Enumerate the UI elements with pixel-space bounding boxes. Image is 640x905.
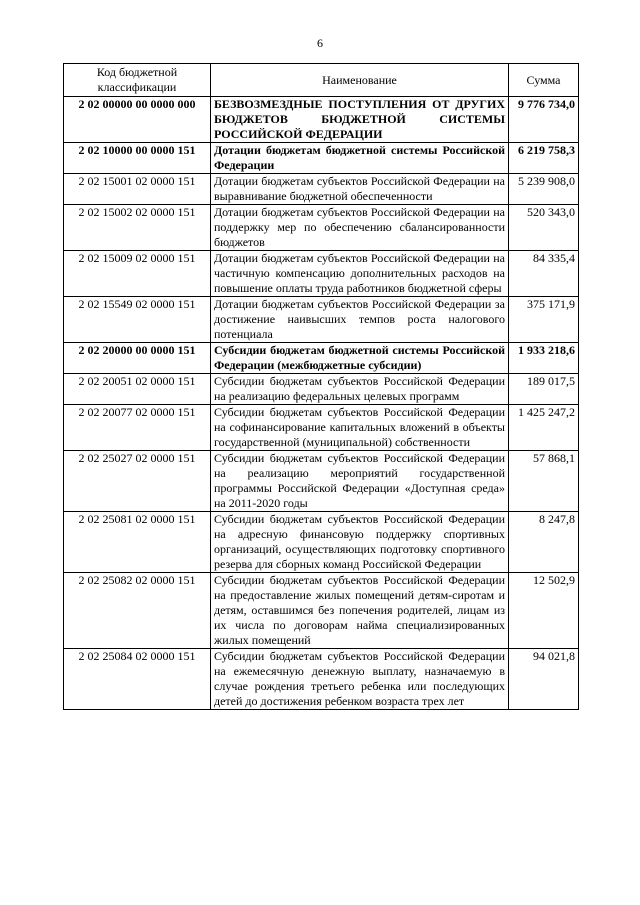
table-row bbox=[64, 451, 579, 512]
row-sum: 8 247,8 bbox=[509, 512, 579, 573]
table-row bbox=[64, 343, 579, 374]
row-name: Субсидии бюджетам субъектов Российской Федерации на адресную финансовую поддержку спортивных организаций, осуществляющих подготовку спортивного резерва для сборных команд Российской Федерации bbox=[211, 512, 509, 573]
table-row bbox=[64, 143, 579, 174]
row-name: Дотации бюджетам субъектов Российской Федерации на частичную компенсацию дополнительных расходов на повышение оплаты труда работников бюджетной сферы bbox=[211, 251, 509, 297]
table-row bbox=[64, 573, 579, 649]
row-code: 2 02 15549 02 0000 151 bbox=[64, 297, 211, 343]
table-row bbox=[64, 251, 579, 297]
row-code: 2 02 15002 02 0000 151 bbox=[64, 205, 211, 251]
row-code: 2 02 15001 02 0000 151 bbox=[64, 174, 211, 205]
row-sum: 12 502,9 bbox=[509, 573, 579, 649]
row-sum: 189 017,5 bbox=[509, 374, 579, 405]
row-name: Субсидии бюджетам субъектов Российской Федерации на ежемесячную денежную выплату, назначаемую в случае рождения третьего ребенка или последующих детей до достижения ребенком возраста трех лет bbox=[211, 649, 509, 710]
header-name: Наименование bbox=[211, 64, 509, 97]
row-code: 2 02 25082 02 0000 151 bbox=[64, 573, 211, 649]
row-name: Субсидии бюджетам бюджетной системы Российской Федерации (межбюджетные субсидии) bbox=[211, 343, 509, 374]
row-code: 2 02 15009 02 0000 151 bbox=[64, 251, 211, 297]
row-name: Субсидии бюджетам субъектов Российской Федерации на софинансирование капитальных вложений в объекты государственной (муниципальной) собственности bbox=[211, 405, 509, 451]
table-row bbox=[64, 97, 579, 143]
row-sum: 6 219 758,3 bbox=[509, 143, 579, 174]
row-sum: 1 425 247,2 bbox=[509, 405, 579, 451]
row-code: 2 02 25084 02 0000 151 bbox=[64, 649, 211, 710]
row-name: Дотации бюджетам субъектов Российской Федерации на выравнивание бюджетной обеспеченности bbox=[211, 174, 509, 205]
row-code: 2 02 20000 00 0000 151 bbox=[64, 343, 211, 374]
page-number: 6 bbox=[317, 36, 323, 50]
row-sum: 9 776 734,0 bbox=[509, 97, 579, 143]
row-sum: 5 239 908,0 bbox=[509, 174, 579, 205]
row-code: 2 02 00000 00 0000 000 bbox=[64, 97, 211, 143]
row-code: 2 02 20051 02 0000 151 bbox=[64, 374, 211, 405]
row-code: 2 02 25027 02 0000 151 bbox=[64, 451, 211, 512]
header-sum: Сумма bbox=[509, 64, 579, 97]
table-row bbox=[64, 405, 579, 451]
table-body bbox=[64, 97, 579, 710]
row-sum: 1 933 218,6 bbox=[509, 343, 579, 374]
table-header-row bbox=[64, 64, 579, 97]
row-sum: 84 335,4 bbox=[509, 251, 579, 297]
table-row bbox=[64, 297, 579, 343]
row-name: Дотации бюджетам бюджетной системы Российской Федерации bbox=[211, 143, 509, 174]
table-row bbox=[64, 174, 579, 205]
table-row bbox=[64, 512, 579, 573]
header-code: Код бюджетной классификации bbox=[64, 64, 211, 97]
budget-table bbox=[63, 63, 579, 710]
row-name: БЕЗВОЗМЕЗДНЫЕ ПОСТУПЛЕНИЯ ОТ ДРУГИХ БЮДЖЕТОВ БЮДЖЕТНОЙ СИСТЕМЫ РОССИЙСКОЙ ФЕДЕРАЦИИ bbox=[211, 97, 509, 143]
table-row bbox=[64, 649, 579, 710]
row-name: Субсидии бюджетам субъектов Российской Федерации на реализацию федеральных целевых программ bbox=[211, 374, 509, 405]
row-name: Дотации бюджетам субъектов Российской Федерации за достижение наивысших темпов роста налогового потенциала bbox=[211, 297, 509, 343]
row-name: Субсидии бюджетам субъектов Российской Федерации на реализацию мероприятий государственной программы Российской Федерации «Доступная среда» на 2011-2020 годы bbox=[211, 451, 509, 512]
row-code: 2 02 25081 02 0000 151 bbox=[64, 512, 211, 573]
row-sum: 375 171,9 bbox=[509, 297, 579, 343]
row-sum: 520 343,0 bbox=[509, 205, 579, 251]
row-sum: 57 868,1 bbox=[509, 451, 579, 512]
table-row bbox=[64, 374, 579, 405]
row-sum: 94 021,8 bbox=[509, 649, 579, 710]
row-name: Дотации бюджетам субъектов Российской Федерации на поддержку мер по обеспечению сбалансированности бюджетов bbox=[211, 205, 509, 251]
row-code: 2 02 10000 00 0000 151 bbox=[64, 143, 211, 174]
row-name: Субсидии бюджетам субъектов Российской Федерации на предоставление жилых помещений детям-сиротам и детям, оставшимся без попечения родителей, лицам из их числа по договорам найма специализированных жилых помещений bbox=[211, 573, 509, 649]
row-code: 2 02 20077 02 0000 151 bbox=[64, 405, 211, 451]
table-row bbox=[64, 205, 579, 251]
